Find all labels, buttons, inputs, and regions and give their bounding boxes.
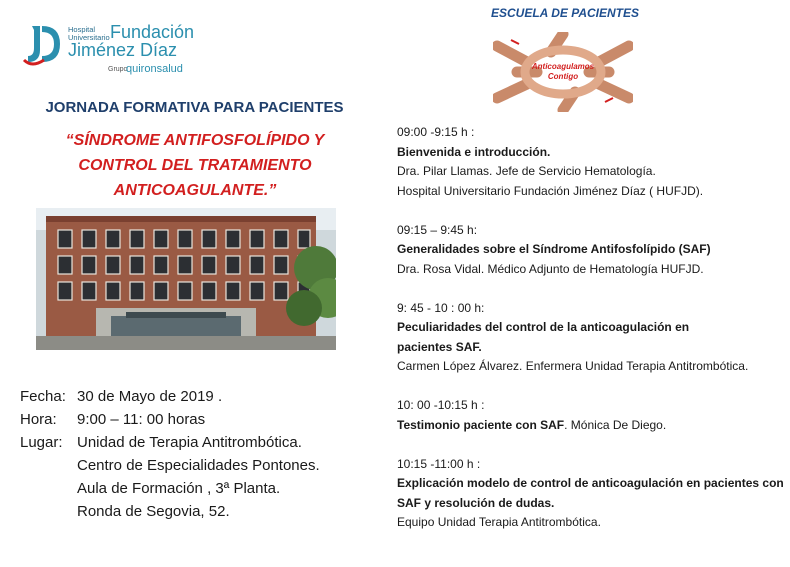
agenda-item — [397, 221, 789, 280]
hora-value: 9:00 – 11: 00 horas — [77, 411, 206, 428]
lugar-row — [20, 431, 320, 454]
agenda-detail: Dra. Rosa Vidal. Médico Adjunto de Hematología HUFJD. — [397, 261, 704, 276]
lugar-line: Aula de Formación , 3ª Planta. — [77, 480, 281, 497]
agenda-time: 09:00 -9:15 h : — [397, 125, 475, 139]
hora-row — [20, 408, 320, 431]
agenda — [397, 123, 789, 552]
agenda-time: 10: 00 -10:15 h : — [397, 398, 485, 412]
agenda-time: 09:15 – 9:45 h: — [397, 222, 478, 237]
hora-label: Hora: — [20, 411, 57, 428]
logo-grupo-text: Grupo — [108, 66, 128, 73]
agenda-detail: Carmen López Álvarez. Enfermera Unidad Terapia Antitrombótica. — [397, 359, 749, 373]
agenda-title: Explicación modelo de control de anticoagulación en pacientes con SAF y resolución de dudas. — [397, 476, 784, 510]
logo-hospital-text: Hospital — [68, 25, 96, 34]
fecha-row — [20, 385, 320, 408]
lugar-value: Unidad de Terapia Antitrombótica. — [77, 434, 302, 451]
agenda-title-row — [397, 416, 789, 436]
agenda-item — [397, 455, 789, 533]
agenda-time: 10:15 -11:00 h : — [397, 456, 481, 471]
agenda-time: 9: 45 - 10 : 00 h: — [397, 300, 485, 315]
agenda-title: Peculiaridades del control de la anticoagulación en — [397, 320, 690, 334]
hands-text-2: Contigo — [547, 72, 579, 81]
logo-name-text: Jiménez Díaz — [68, 40, 178, 60]
event-title-line: CONTROL DEL TRATAMIENTO — [78, 157, 312, 174]
fecha-value: 30 de Mayo de 2019 . — [77, 388, 223, 405]
lugar-line: Ronda de Segovia, 52. — [77, 503, 230, 520]
event-title — [40, 128, 350, 203]
agenda-item — [397, 396, 789, 435]
logo-fundacion-text: Fundación — [110, 22, 195, 42]
agenda-title: Generalidades sobre el Síndrome Antifosfolípido (SAF) — [397, 242, 711, 256]
agenda-title: pacientes SAF. — [397, 339, 482, 354]
event-details — [20, 385, 320, 523]
hands-circle-image — [493, 32, 633, 112]
logo-quiron-text: quironsalud — [126, 63, 183, 75]
event-title-line: “SÍNDROME ANTIFOSFOLÍPIDO Y — [65, 132, 325, 149]
agenda-detail: Hospital Universitario Fundación Jiménez Díaz ( HUFJD). — [397, 183, 704, 198]
agenda-title: Testimonio paciente con SAF — [397, 417, 565, 432]
agenda-title: Bienvenida e introducción. — [397, 144, 551, 159]
hands-text-1: Anticoagulamos — [531, 62, 595, 71]
jornada-heading: JORNADA FORMATIVA PARA PACIENTES — [45, 99, 344, 116]
hospital-building-photo — [36, 208, 336, 350]
event-title-line: ANTICOAGULANTE.” — [113, 182, 277, 199]
fecha-label: Fecha: — [20, 388, 66, 405]
agenda-item — [397, 299, 789, 377]
agenda-detail: Equipo Unidad Terapia Antitrombótica. — [397, 515, 601, 529]
logo-universitario-text: Universitario — [68, 33, 110, 42]
logo-mark-icon — [22, 20, 62, 68]
hospital-logo — [22, 20, 212, 82]
lugar-label: Lugar: — [20, 434, 63, 451]
agenda-item — [397, 123, 789, 201]
lugar-line: Centro de Especialidades Pontones. — [77, 457, 320, 474]
escuela-heading: ESCUELA DE PACIENTES — [490, 6, 640, 20]
agenda-detail: . Mónica De Diego. — [564, 417, 667, 432]
agenda-detail: Dra. Pilar Llamas. Jefe de Servicio Hematología. — [397, 164, 656, 178]
